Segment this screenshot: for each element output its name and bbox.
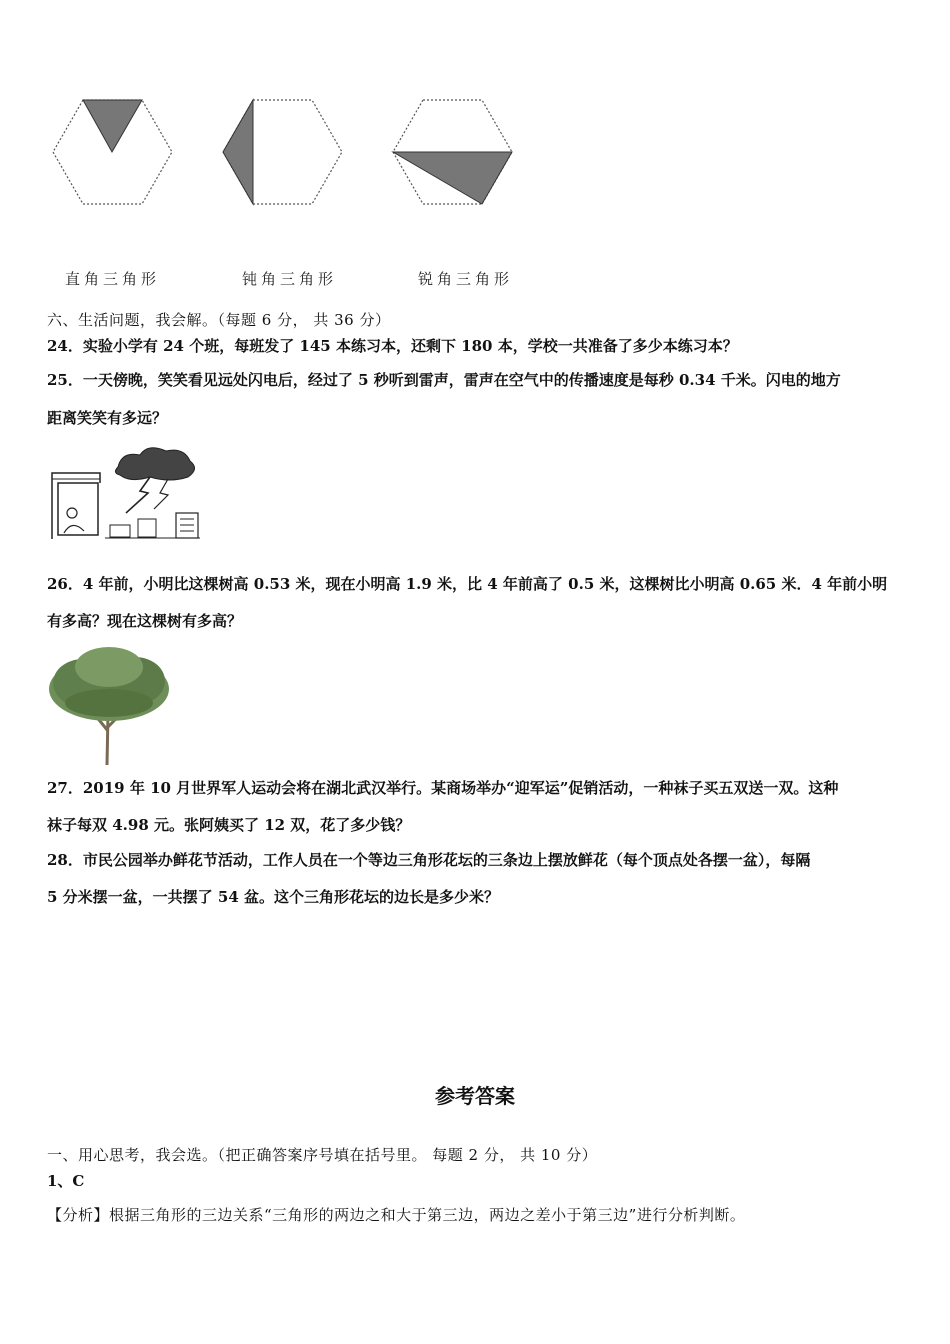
answers-section-1-heading: 一、用心思考，我会选。（把正确答案序号填在括号里。 每题 2 分， 共 10 分） xyxy=(47,1146,598,1164)
hexagon-right-triangle-icon xyxy=(53,100,172,204)
hexagon-caption-3: 锐角三角形 xyxy=(418,270,514,288)
hexagon-obtuse-triangle-icon xyxy=(223,100,342,204)
section-6-heading: 六、生活问题，我会解。（每题 6 分， 共 36 分） xyxy=(47,311,391,329)
question-27-line-1: 27．2019 年 10 月世界军人运动会将在湖北武汉举行。某商场举办“迎军运”促销活动，一种袜子买五双送一双。这种 xyxy=(47,779,839,797)
question-26-line-1: 26．4 年前，小明比这棵树高 0.53 米，现在小明高 1.9 米，比 4 年前高了 0.5 米，这棵树比小明高 0.65 米．4 年前小明 xyxy=(47,575,888,593)
hexagon-acute-triangle-icon xyxy=(393,100,512,204)
question-24: 24．实验小学有 24 个班，每班发了 145 本练习本，还剩下 180 本，学校一共准备了多少本练习本？ xyxy=(47,337,738,355)
lightning-illustration xyxy=(50,443,202,541)
tree-illustration xyxy=(47,643,175,767)
answer-1-analysis: 【分析】根据三角形的三边关系“三角形的两边之和大于第三边，两边之差小于第三边”进行分析判断。 xyxy=(47,1206,746,1224)
question-27-line-2: 袜子每双 4.98 元。张阿姨买了 12 双，花了多少钱？ xyxy=(47,816,411,834)
hexagon-caption-1: 直角三角形 xyxy=(65,270,161,288)
hexagon-figure-3 xyxy=(390,97,516,207)
hexagon-figure-2 xyxy=(220,97,346,207)
question-26-line-2: 有多高？现在这棵树有多高？ xyxy=(47,612,243,630)
question-28-line-2: 5 分米摆一盆，一共摆了 54 盆。这个三角形花坛的边长是多少米？ xyxy=(47,888,499,906)
lightning-scene-icon xyxy=(52,448,200,539)
question-28-line-1: 28．市民公园举办鲜花节活动，工作人员在一个等边三角形花坛的三条边上摆放鲜花（每个顶点处各摆一盆），每隔 xyxy=(47,851,811,869)
answers-title: 参考答案 xyxy=(435,1084,515,1108)
tree-icon xyxy=(49,647,169,765)
question-25-line-1: 25．一天傍晚，笑笑看见远处闪电后，经过了 5 秒听到雷声，雷声在空气中的传播速度是每秒 0.34 千米。闪电的地方 xyxy=(47,371,841,389)
question-25-line-2: 距离笑笑有多远？ xyxy=(47,409,168,427)
hexagon-caption-2: 钝角三角形 xyxy=(242,270,338,288)
hexagon-figure-1 xyxy=(50,97,176,207)
answer-1: 1、C xyxy=(47,1172,85,1190)
